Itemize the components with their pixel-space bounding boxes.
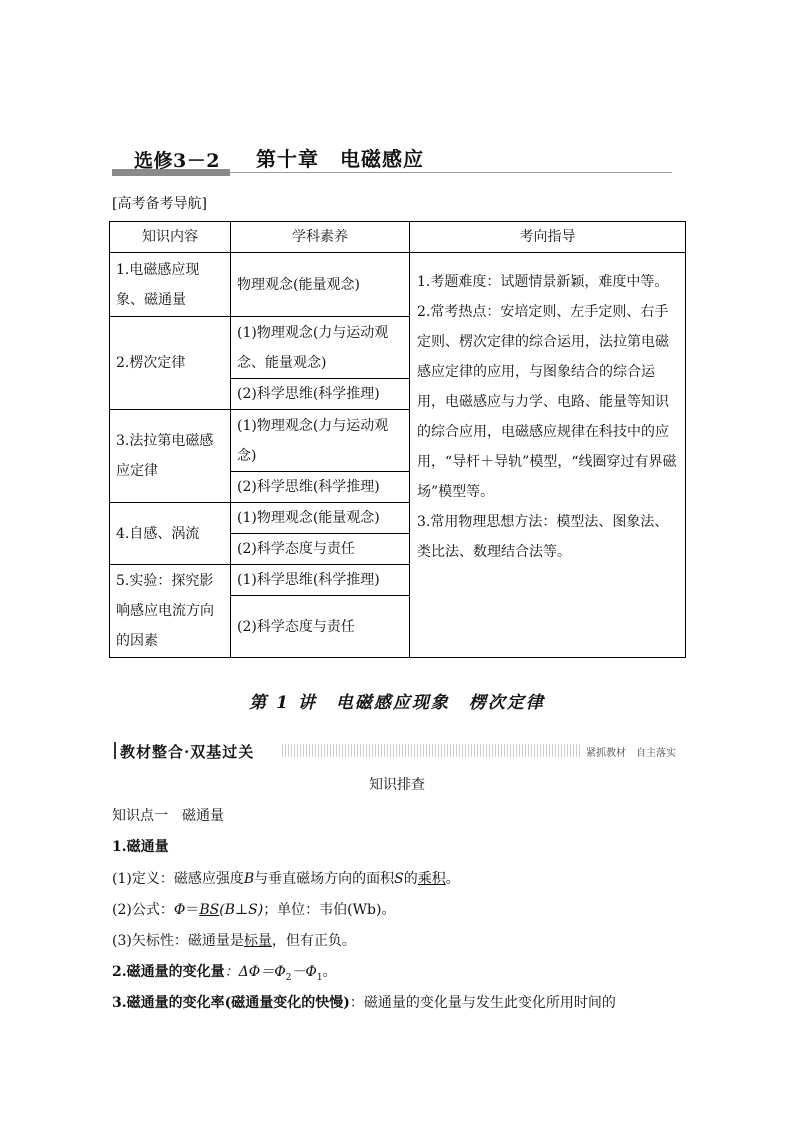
topic-cell: 1.电磁感应现象、磁通量 (110, 253, 231, 317)
formula-condition: (B⊥S) (219, 902, 264, 918)
banner-title: 教材整合·双基过关 (120, 743, 255, 761)
literacy-cell: (1)物理观念(力与运动观念、能量观念) (231, 317, 410, 379)
banner-subtitle: 紧抓教材 自主落实 (580, 744, 676, 759)
vector-line (112, 930, 356, 950)
chapter-title: 第十章 电磁感应 (256, 147, 424, 171)
def-symbol-b: B (243, 871, 255, 887)
section-title: 知识排查 (369, 777, 425, 793)
header-literacy: 学科素养 (231, 222, 410, 253)
exam-guide-table (109, 221, 686, 658)
banner-marker (114, 742, 116, 759)
vector-answer: 标量 (243, 933, 272, 949)
literacy-cell: (1)科学思维(科学推理) (231, 565, 410, 596)
formula-answer: BS (199, 902, 220, 918)
rate-line (112, 992, 616, 1012)
topic-cell: 5.实验：探究影响感应电流方向的因素 (110, 565, 231, 658)
formula-unit: ；单位：韦伯(Wb)。 (263, 902, 396, 918)
definition-line (112, 868, 460, 888)
formula-text: (2)公式： (112, 902, 174, 918)
def-text: (1)定义：磁感应强度 (112, 871, 244, 887)
literacy-cell: (2)科学态度与责任 (231, 534, 410, 565)
direction-para-1: 1.考题难度：试题情景新颖，难度中等。 (417, 274, 669, 290)
header-knowledge: 知识内容 (110, 222, 231, 253)
literacy-cell: (2)科学态度与责任 (231, 596, 410, 658)
change-expr: ：ΔΦ＝Φ (224, 964, 286, 980)
subheading-flux: 1.磁通量 (112, 839, 169, 855)
literacy-cell: (2)科学思维(科学推理) (231, 472, 410, 503)
formula-line (112, 899, 395, 919)
literacy-cell: (2)科学思维(科学推理) (231, 379, 410, 410)
elective-title: 选修3－2 (134, 150, 220, 172)
change-minus: －Φ (291, 964, 317, 980)
literacy-cell: (1)物理观念(能量观念) (231, 503, 410, 534)
direction-para-2: 2.常考热点：安培定则、左手定则、右手定则、楞次定律的综合运用，法拉第电磁感应定律的应用，与图象结合的综合运用，电磁感应与力学、电路、能量等知识的综合应用，电磁感应规律在科技中的应用，“导杆＋导轨”模型，“线圈穿过有界磁场”模型等。 (417, 304, 677, 500)
change-label: 2.磁通量的变化量 (112, 964, 225, 980)
def-answer: 乘积 (417, 871, 446, 887)
rate-text: ：磁通量的变化量与发生此变化所用时间的 (349, 995, 616, 1011)
formula-phi: Φ (173, 902, 186, 918)
topic-cell: 2.楞次定律 (110, 317, 231, 410)
literacy-cell: 物理观念(能量观念) (231, 253, 410, 317)
table-row (110, 253, 686, 317)
def-text: 。 (445, 871, 460, 887)
change-sub-1: 1 (316, 972, 323, 983)
direction-cell (410, 253, 686, 658)
section-banner (114, 739, 680, 763)
table-header-row (110, 222, 686, 253)
knowledge-point-title: 知识点一 磁通量 (112, 808, 224, 824)
change-line (112, 961, 337, 983)
vector-text: (3)矢标性：磁通量是 (112, 933, 244, 949)
lecture-title: 第 1 讲 电磁感应现象 楞次定律 (249, 693, 545, 713)
change-sub-2: 2 (285, 972, 292, 983)
header-direction: 考向指导 (410, 222, 686, 253)
literacy-cell: (1)物理观念(力与运动观念) (231, 410, 410, 472)
def-text: 的 (403, 871, 418, 887)
rate-label: 3.磁通量的变化率(磁通量变化的快慢) (112, 995, 350, 1011)
direction-para-3: 3.常用物理思想方法：模型法、图象法、类比法、数理结合法等。 (417, 514, 669, 560)
topic-cell: 3.法拉第电磁感应定律 (110, 410, 231, 503)
vector-text: ，但有正负。 (271, 933, 356, 949)
def-text: 与垂直磁场方向的面积 (254, 871, 395, 887)
formula-eq: ＝ (185, 902, 200, 918)
topic-cell: 4.自感、涡流 (110, 503, 231, 565)
change-end: 。 (322, 964, 337, 980)
exam-navigation-label: [高考备考导航] (112, 196, 207, 212)
def-symbol-s: S (394, 871, 404, 887)
